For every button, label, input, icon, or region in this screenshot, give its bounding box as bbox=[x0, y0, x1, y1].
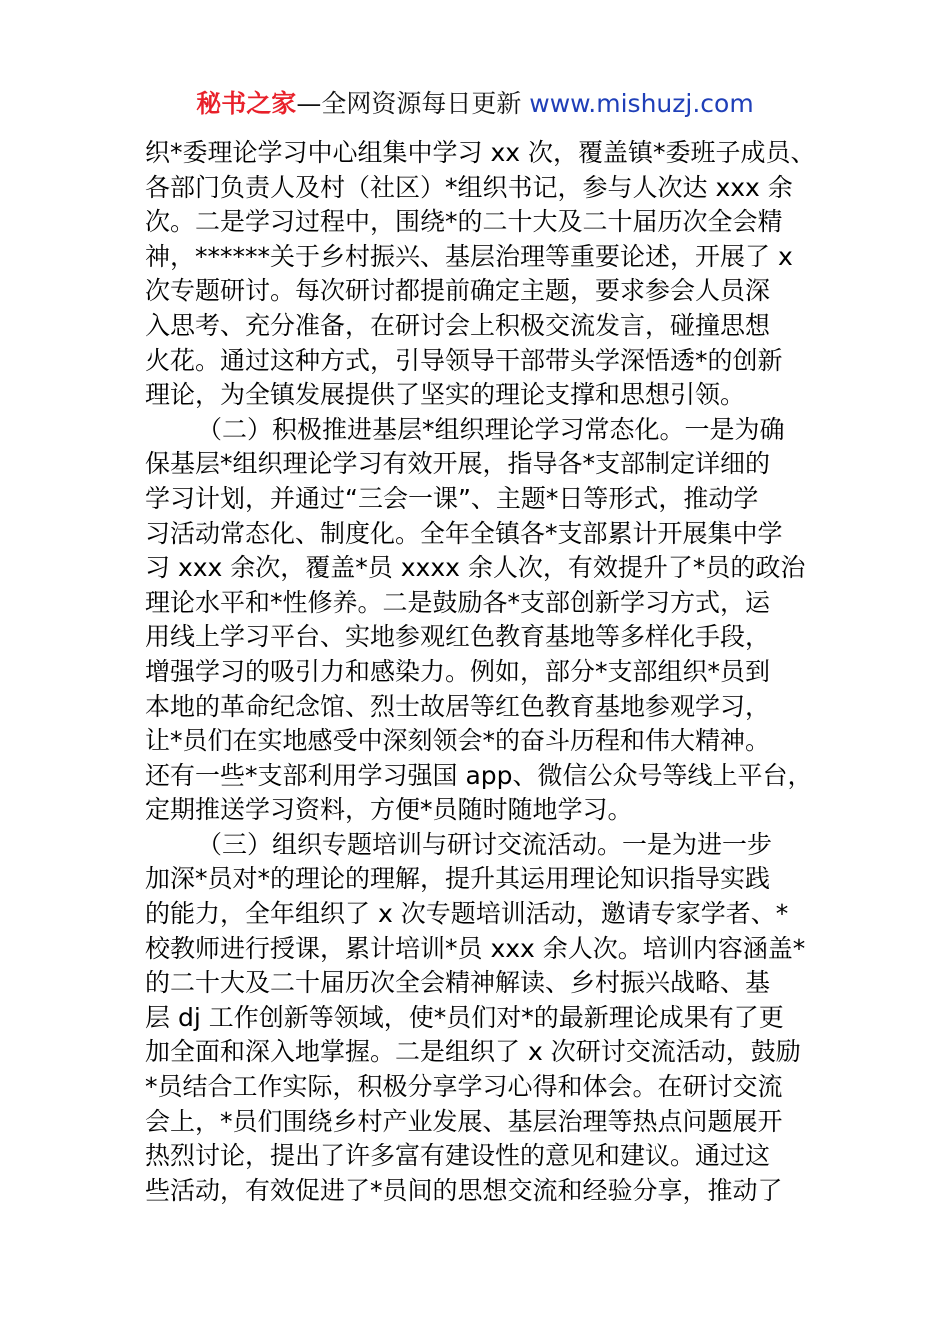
text-line: 本地的革命纪念馆、烈士故居等红色教育基地参观学习， bbox=[145, 691, 771, 721]
text-line: 保基层*组织理论学习有效开展，指导各*支部制定详细的 bbox=[145, 449, 771, 479]
text-line: 入思考、充分准备，在研讨会上积极交流发言，碰撞思想 bbox=[145, 310, 771, 340]
text-line: 火花。通过这种方式，引导领导干部带头学深悟透*的创新 bbox=[145, 345, 783, 375]
text-line: 热烈讨论，提出了许多富有建设性的意见和建议。通过这 bbox=[145, 1141, 771, 1171]
text-line: 还有一些*支部利用学习强国 app、微信公众号等线上平台， bbox=[145, 760, 813, 790]
text-line: 习活动常态化、制度化。全年全镇各*支部累计开展集中学 bbox=[145, 518, 783, 548]
text-line: 次。二是学习过程中，围绕*的二十大及二十届历次全会精 bbox=[145, 207, 783, 237]
text-line: 的能力，全年组织了 x 次专题培训活动，邀请专家学者、* bbox=[145, 899, 789, 929]
text-line: 次专题研讨。每次研讨都提前确定主题，要求参会人员深 bbox=[145, 276, 771, 306]
text-line: 各部门负责人及村（社区）*组织书记，参与人次达 xxx 余 bbox=[145, 172, 793, 202]
text-line: 定期推送学习资料，方便*员随时随地学习。 bbox=[145, 795, 633, 825]
text-line: 加全面和深入地掌握。二是组织了 x 次研讨交流活动，鼓励 bbox=[145, 1037, 801, 1067]
text-line: 层 dj 工作创新等领域，使*员们对*的最新理论成果有了更 bbox=[145, 1002, 784, 1032]
text-line: 神，******关于乡村振兴、基层治理等重要论述，开展了 x bbox=[145, 241, 793, 271]
text-line: 的二十大及二十届历次全会精神解读、乡村振兴战略、基 bbox=[145, 968, 771, 998]
text-line: 理论，为全镇发展提供了坚实的理论支撑和思想引领。 bbox=[145, 380, 746, 410]
text-line: 增强学习的吸引力和感染力。例如，部分*支部组织*员到 bbox=[145, 656, 771, 686]
text-line: 加深*员对*的理论的理解，提升其运用理论知识指导实践 bbox=[145, 864, 771, 894]
text-line: 让*员们在实地感受中深刻领会*的奋斗历程和伟大精神。 bbox=[145, 726, 771, 756]
text-line: 会上，*员们围绕乡村产业发展、基层治理等热点问题展开 bbox=[145, 1106, 783, 1136]
text-line: 用线上学习平台、实地参观红色教育基地等多样化手段， bbox=[145, 622, 771, 652]
document-body bbox=[145, 136, 845, 1208]
text-line: 织*委理论学习中心组集中学习 xx 次，覆盖镇*委班子成员、 bbox=[145, 138, 816, 167]
header-tagline: —全网资源每日更新 bbox=[296, 89, 530, 118]
section-heading-line: （二）积极推进基层*组织理论学习常态化。一是为确 bbox=[197, 414, 785, 444]
brand-name: 秘书之家 bbox=[196, 89, 297, 118]
text-line: 习 xxx 余次，覆盖*员 xxxx 余人次，有效提升了*员的政治 bbox=[145, 553, 806, 583]
text-line: 学习计划，并通过“三会一课”、主题*日等形式，推动学 bbox=[145, 483, 759, 513]
text-line: *员结合工作实际，积极分享学习心得和体会。在研讨交流 bbox=[145, 1072, 783, 1102]
site-url-link[interactable]: www.mishuzj.com bbox=[529, 89, 754, 118]
text-line: 些活动，有效促进了*员间的思想交流和经验分享，推动了 bbox=[145, 1175, 783, 1205]
section-heading-line: （三）组织专题培训与研讨交流活动。一是为进一步 bbox=[197, 829, 773, 859]
text-line: 理论水平和*性修养。二是鼓励各*支部创新学习方式，运 bbox=[145, 587, 771, 617]
page-header bbox=[0, 86, 950, 122]
text-line: 校教师进行授课，累计培训*员 xxx 余人次。培训内容涵盖* bbox=[145, 933, 806, 963]
